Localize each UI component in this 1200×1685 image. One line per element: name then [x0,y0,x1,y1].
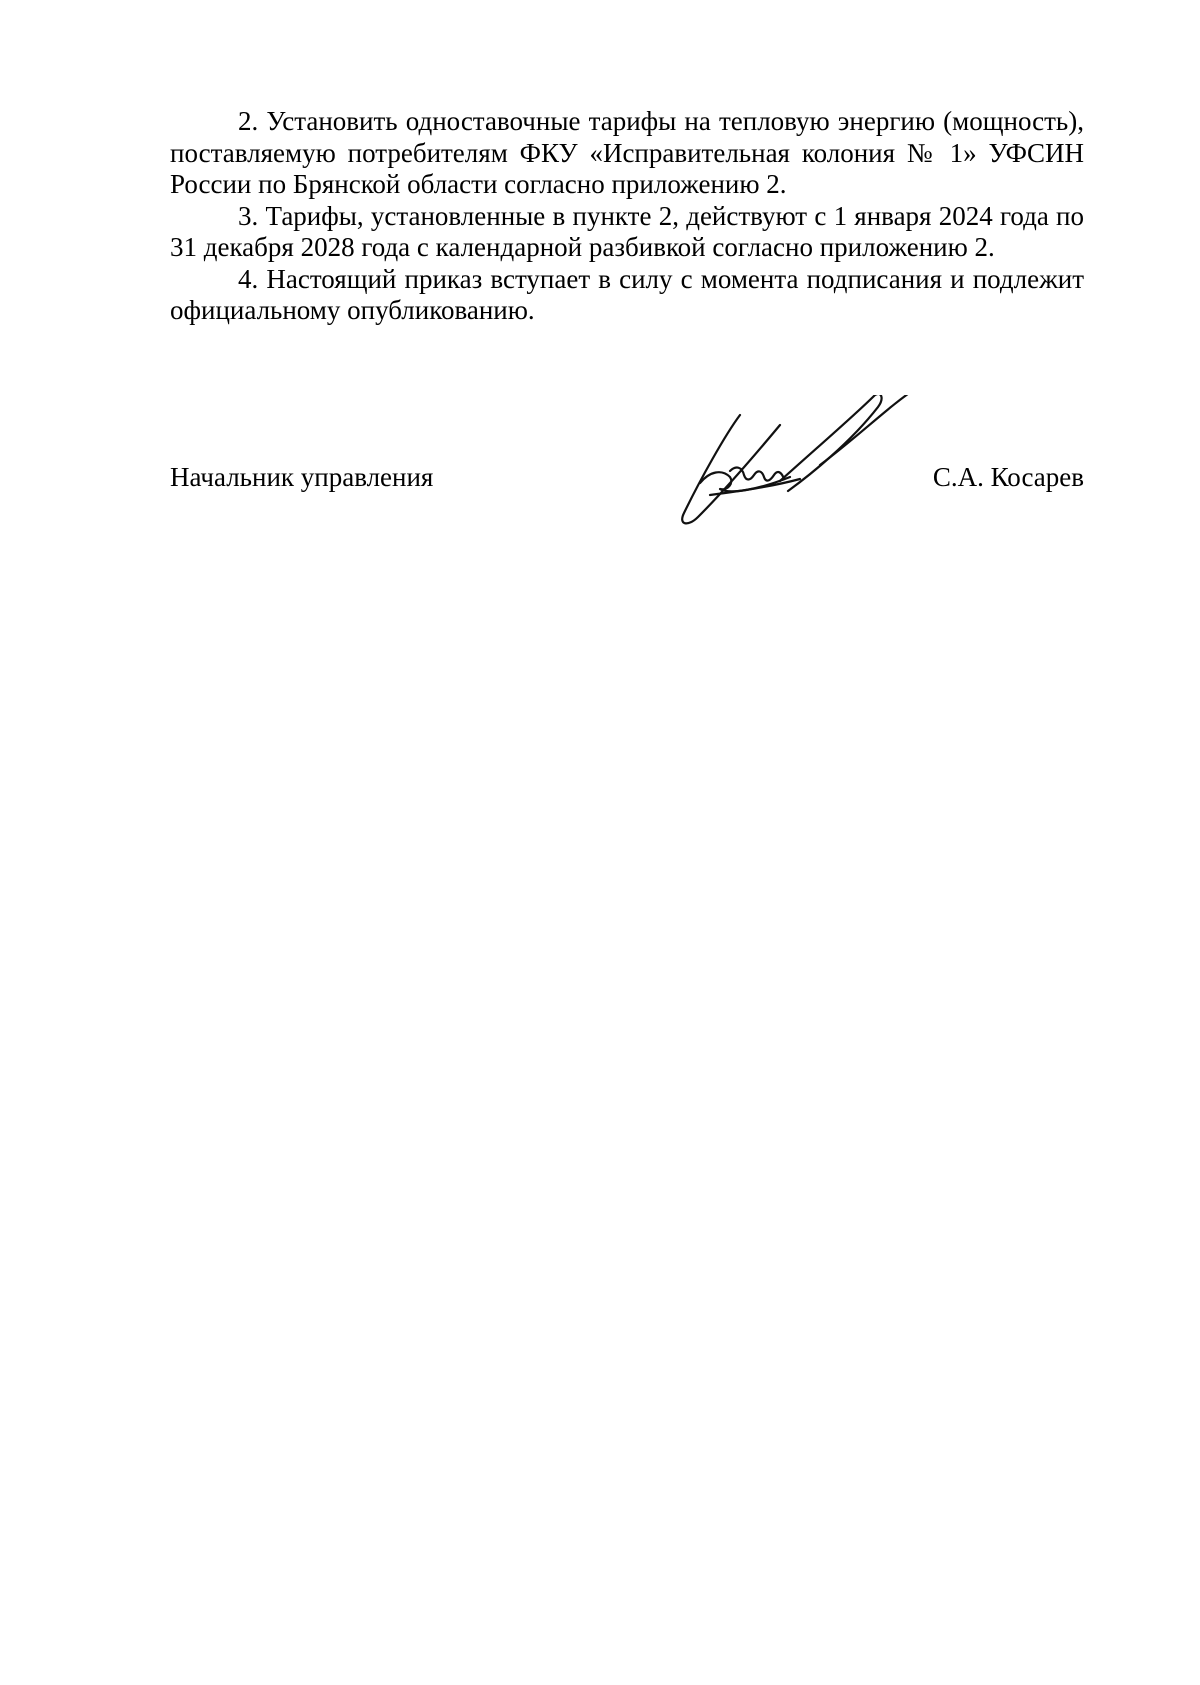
signature-stroke-long-1 [780,395,882,491]
paragraph-item-2: 2. Установить одноставочные тарифы на тепловую энергию (мощность), поставляемую потребителям ФКУ «Исправительная колония № 1» УФСИН России по Брянской области согласно приложению 2. [170,106,1084,199]
signature-block [170,462,1084,502]
signer-position: Начальник управления [170,462,434,492]
paragraph-item-4: 4. Настоящий приказ вступает в силу с момента подписания и подлежит официальному опубликованию. [170,263,1084,325]
signature-stroke-tail [710,479,800,495]
handwritten-signature [670,395,930,535]
signature-stroke-long-2 [820,395,918,465]
paragraph-item-3: 3. Тарифы, установленные в пункте 2, действуют с 1 января 2024 года по 31 декабря 2028 года с календарной разбивкой согласно приложению 2. [170,200,1084,262]
order-body [170,106,1084,327]
signer-name: С.А. Косарев [932,462,1084,492]
